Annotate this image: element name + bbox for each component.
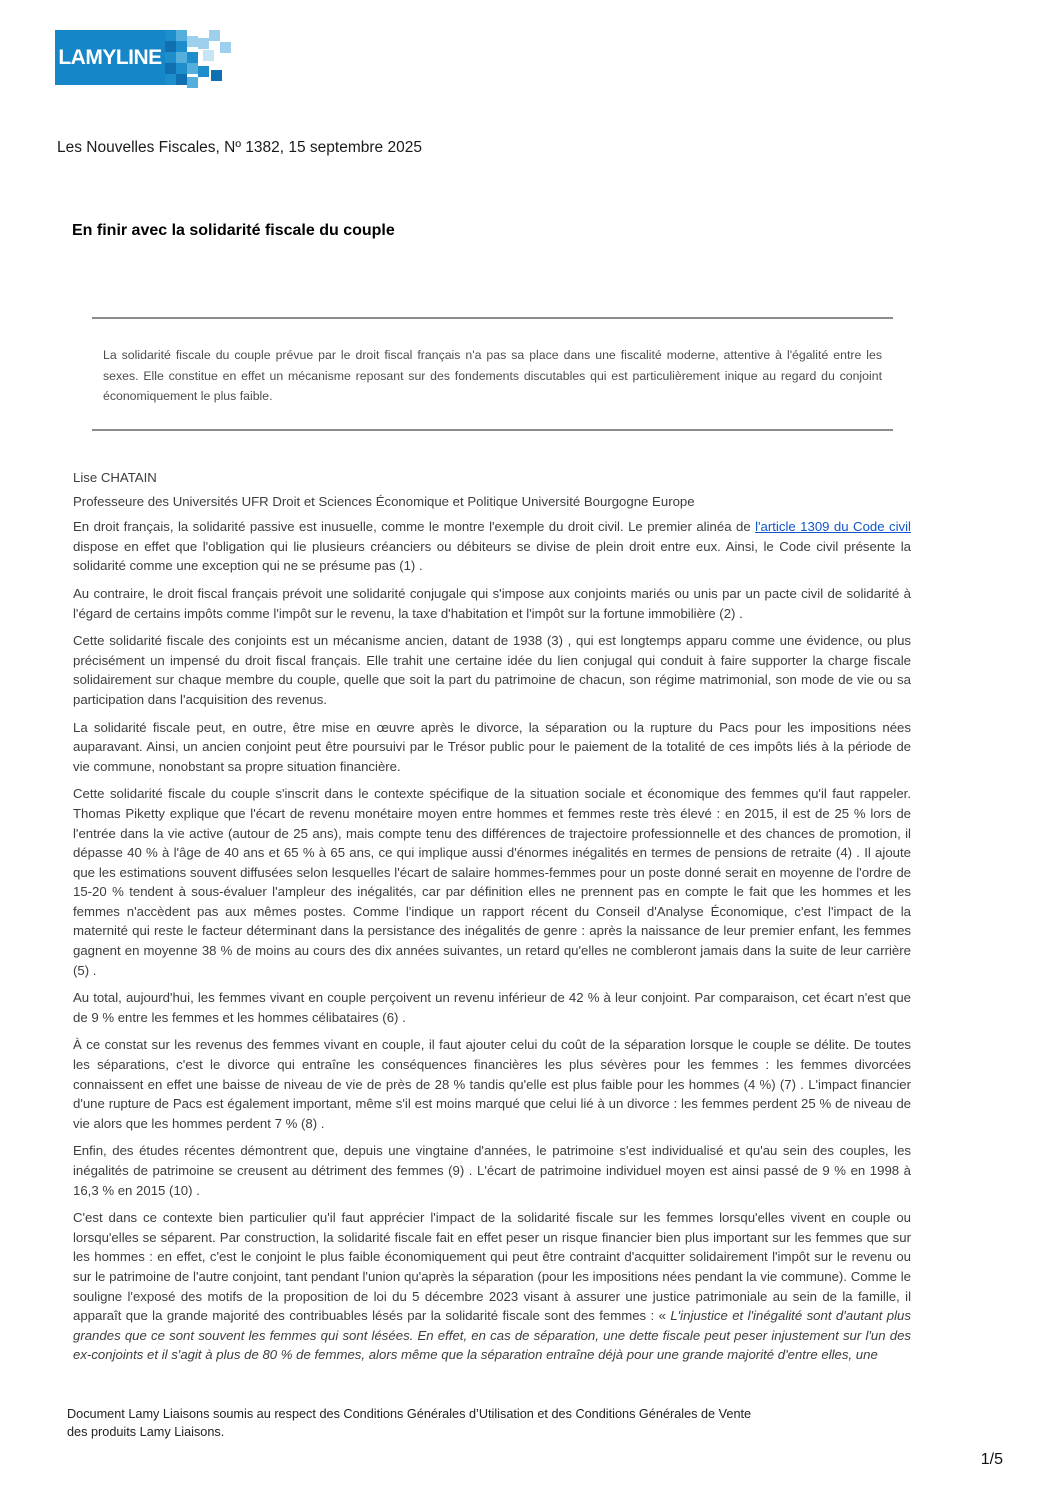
paragraph-6: Au total, aujourd'hui, les femmes vivant en couple perçoivent un revenu inférieur de 42 % à leur conjoint. Par comparaison, cet écart n'est que de 9 % entre les femmes et les hommes célibataires (6) . — [73, 990, 911, 1025]
footer-notice: Document Lamy Liaisons soumis au respect des Conditions Générales d’Utilisation et des Conditions Générales de Vente des produits Lamy Liaisons. — [67, 1407, 752, 1439]
lamyline-logo-text: LAMYLINE — [58, 45, 162, 69]
paragraph-1-text-before: En droit français, la solidarité passive est inusuelle, comme le montre l'exemple du droit civil. Le premier alinéa de — [73, 519, 756, 535]
paragraph-2: Au contraire, le droit fiscal français prévoit une solidarité conjugale qui s'impose aux conjoints mariés ou unis par un pacte civil de solidarité à l'égard de certains impôts comme l'impôt sur le revenu, la taxe d'habitation et l'impôt sur la fortune immobilière (2) . — [73, 585, 911, 621]
paragraph-1 — [73, 517, 911, 576]
paragraph-7: À ce constat sur les revenus des femmes vivant en couple, il faut ajouter celui du coût de la séparation lorsque le couple se délite. De toutes les séparations, c'est le divorce qui entraîne les conséquences financières les plus sévères pour les femmes : les femmes divorcées connaissent en effet une baisse de niveau de vie de près de 28 % tandis qu'elle est plus faible pour les hommes (4 %) (7) . L'impact financier d'une rupture de Pacs est également important, même s'il est moins marqué que celui lié à un divorce : les femmes perdent 25 % de niveau de vie alors que les hommes perdent 7 % (8) . — [73, 1037, 911, 1131]
paragraph-3: Cette solidarité fiscale des conjoints est un mécanisme ancien, datant de 1938 (3) , qui est longtemps apparu comme une évidence, ou plus précisément un impensé du droit fiscal français. Elle trahit une certaine idée du lien conjugal qui conduit à faire supporter la charge fiscale solidairement sur chaque membre du couple, quelle que soit la part du patrimoine de chacun, son régime matrimonial, son mode de vie ou sa participation dans l'acquisition des revenus. — [73, 633, 911, 707]
paragraph-9 — [73, 1208, 911, 1365]
lamyline-logo-box — [55, 30, 165, 85]
article-body — [73, 468, 911, 1373]
article-1309-code-civil-link[interactable]: l'article 1309 du Code civil — [755, 519, 911, 535]
paragraph-9-quote: L'injustice et l'inégalité sont d'autant plus grandes que ce sont souvent les femmes qui sont lésées. En effet, en cas de séparation, une dette fiscale peut peser injustement sur l'un des ex-conjoints et il s'agit à plus de 80 % de femmes, alors même que la séparation entraîne déjà pour une grande majorité d'entre elles, une — [73, 1308, 911, 1363]
author-name: Lise CHATAIN — [73, 470, 157, 485]
page-indicator: 1/5 — [980, 1451, 1003, 1468]
paragraph-4: La solidarité fiscale peut, en outre, être mise en œuvre après le divorce, la séparation ou la rupture du Pacs pour les impositions nées auparavant. Ainsi, un ancien conjoint peut être poursuivi par le Trésor public pour le paiement de la totalité de ces impôts liés à la période de vie commune, nonobstant sa propre situation financière. — [73, 719, 911, 774]
lamyline-logo — [55, 30, 230, 96]
author-affiliation: Professeure des Universités UFR Droit et Sciences Économique et Politique Université Bourgogne Europe — [73, 493, 695, 509]
paragraph-5: Cette solidarité fiscale du couple s'inscrit dans le contexte spécifique de la situation sociale et économique des femmes qu'il faut rappeler. Thomas Piketty explique que l'écart de revenu monétaire moyen entre hommes et femmes reste très élevé : en 2015, il est de 25 % lors de l'entrée dans la vie active (autour de 25 ans), mais compte tenu des différences de trajectoire professionnelle et des chances de promotion, il dépasse 40 % à l'âge de 40 ans et 65 % à 65 ans, ce qui implique aussi d'énormes inégalités en termes de pensions de retraite (4) . Il ajoute que les estimations souvent diffusées selon lesquelles l'écart de salaire hommes-femmes pour un poste donné serait en moyenne de l'ordre de 15-20 % tendent à sous-évaluer l'ampleur des inégalités, car par définition elles ne prennent pas en compte le fait que les hommes et les femmes n'accèdent pas aux mêmes postes. Comme l'indique un rapport récent du Conseil d'Analyse Économique, c'est l'impact de la maternité qui reste le facteur déterminant dans la persistance des inégalités de genre : après la naissance de leur premier enfant, les femmes gagnent en moyenne 38 % de moins au cours des dix années suivantes, un retard qu'elles ne combleront jamais dans la suite de leur carrière (5) . — [73, 786, 911, 978]
article-abstract: La solidarité fiscale du couple prévue par le droit fiscal français n'a pas sa place dans une fiscalité moderne, attentive à l'égalité entre les sexes. Elle constitue en effet un mécanisme reposant sur des fondements discutables qui est particulièrement inique au regard du conjoint économiquement le plus faible. — [92, 317, 893, 431]
paragraph-9-text: C'est dans ce contexte bien particulier qu'il faut apprécier l'impact de la solidarité fiscale sur les femmes lorsqu'elles vivent en couple ou lorsqu'elles se séparent. Par construction, la solidarité fiscale fait en effet peser un risque financier bien plus important sur les femmes que sur les hommes : en effet, c'est le conjoint le plus faible économiquement qui peut être contraint d'acquitter solidairement l'impôt sur le revenu ou sur le patrimoine de l'autre conjoint, tant pendant l'union qu'après la séparation (pour les impositions nées pendant la vie commune). Comme le souligne l'exposé des motifs de la proposition de loi du 5 décembre 2023 visant à assurer une justice patrimoniale au sein de la famille, il apparaît que la grande majorité des contribuables lésés par la solidarité fiscale sont des femmes : « — [73, 1210, 911, 1324]
paragraph-8: Enfin, des études récentes démontrent que, depuis une vingtaine d'années, le patrimoine s'est individualisé et qu'au sein des couples, les inégalités de patrimoine se creusent au détriment des femmes (9) . L'écart de patrimoine individuel moyen est ainsi passé de 9 % en 1998 à 16,3 % en 2015 (10) . — [73, 1143, 911, 1198]
paragraph-1-text-after: dispose en effet que l'obligation qui lie plusieurs créanciers ou débiteurs se divise de plein droit entre eux. Ainsi, le Code civil présente la solidarité comme une exception qui ne se présume pas (1) . — [73, 538, 911, 574]
article-title: En finir avec la solidarité fiscale du couple — [72, 222, 395, 239]
publication-header: Les Nouvelles Fiscales, Nº 1382, 15 septembre 2025 — [57, 139, 422, 156]
logo-mosaic-icon — [165, 30, 240, 96]
